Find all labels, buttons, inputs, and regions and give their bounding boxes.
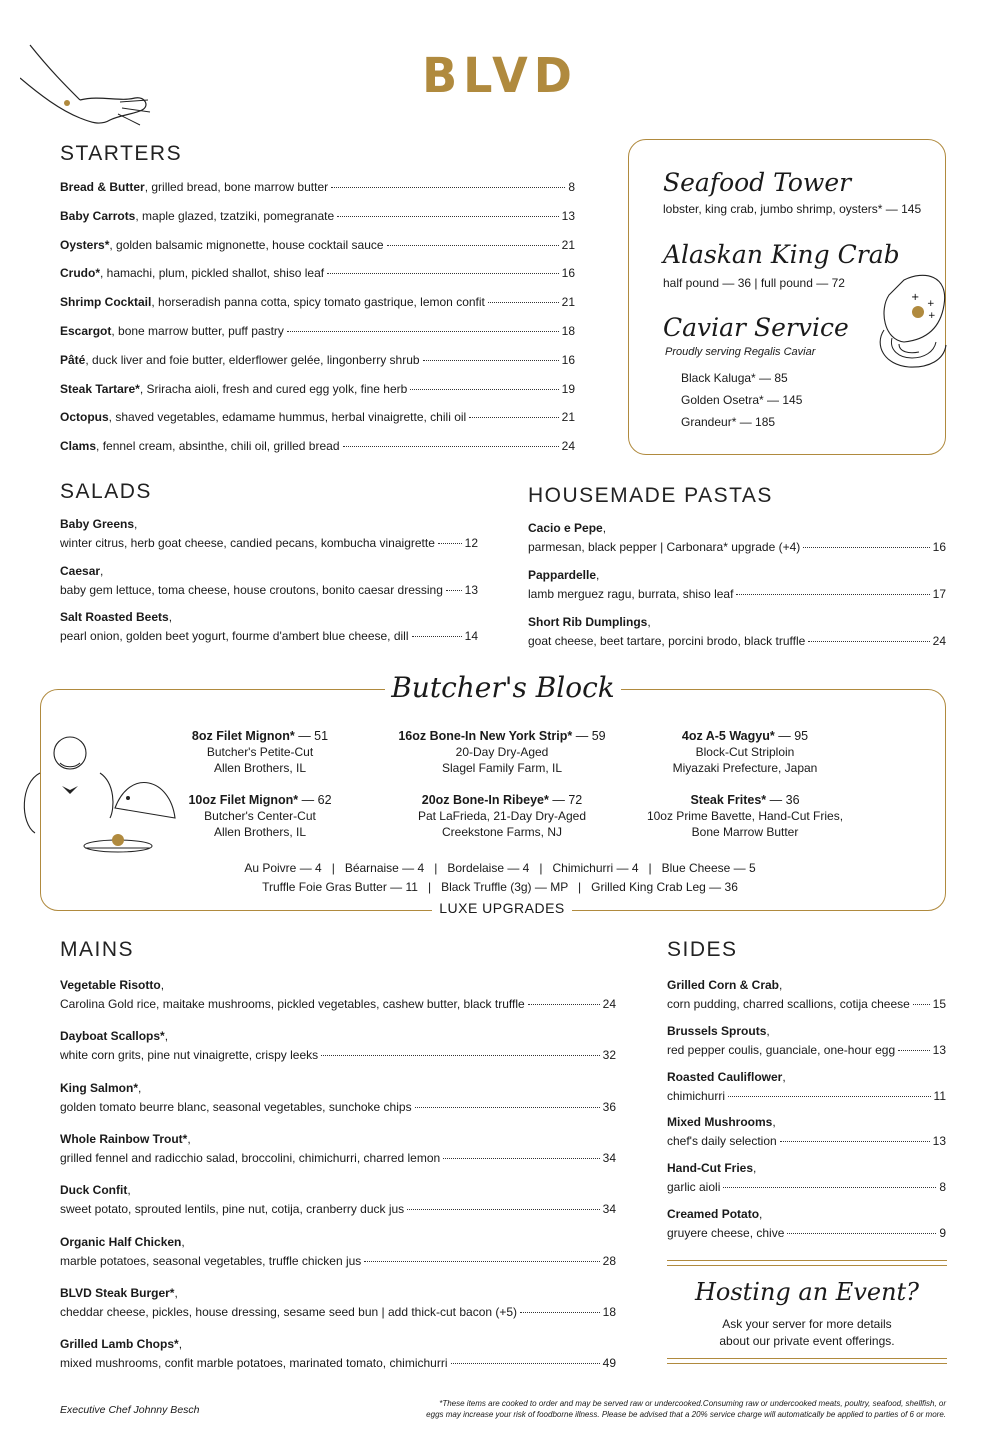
comma: , <box>160 978 165 992</box>
item-desc: chef's daily selection <box>667 1134 777 1149</box>
comma: , <box>759 1207 763 1221</box>
item-desc: gruyere cheese, chive <box>667 1226 785 1240</box>
steak-price: — 59 <box>575 729 606 743</box>
item-price: 21 <box>561 410 575 425</box>
item-name: Clams <box>60 439 97 454</box>
mains-title: MAINS <box>60 938 135 961</box>
sides-item-desc-row <box>667 1134 946 1148</box>
mains-item-name <box>60 1132 191 1146</box>
steak-item <box>382 792 622 840</box>
dot-leader <box>331 187 565 188</box>
item-price: 34 <box>602 1202 616 1217</box>
mains-item-desc-row <box>60 1305 616 1319</box>
steak-heading <box>140 792 380 808</box>
comma: , <box>187 1131 191 1146</box>
sides-item-name <box>667 978 782 992</box>
item-name: Baby Carrots <box>60 208 136 223</box>
mains-item-name <box>60 978 164 992</box>
item-price: 12 <box>464 536 478 550</box>
item-name: Crudo* <box>60 266 100 281</box>
steak-line-2: Bone Marrow Butter <box>691 825 799 839</box>
footer-note-line-1: *These items are cooked to order and may be served raw or undercooked.Consuming raw or undercooked meats, poultry, seafood, shellfish, or <box>439 1399 946 1408</box>
dot-leader <box>410 389 558 390</box>
sides-item-desc-row <box>667 997 946 1011</box>
item-desc: grilled fennel and radicchio salad, broccolini, chimichurri, charred lemon <box>60 1150 441 1165</box>
sides-item-desc-row <box>667 1180 946 1194</box>
executive-chef: Executive Chef Johnny Besch <box>60 1404 200 1416</box>
item-name: Brussels Sprouts <box>667 1023 767 1038</box>
caviar-item: Golden Osetra* — 145 <box>681 393 803 407</box>
salads-item-desc-row <box>60 536 478 550</box>
item-desc: white corn grits, pine nut vinaigrette, crispy leeks <box>60 1048 319 1063</box>
steak-heading <box>382 728 622 744</box>
dot-leader <box>803 547 929 548</box>
comma: , <box>779 978 783 992</box>
comma: , <box>602 521 607 535</box>
dot-leader <box>415 1107 600 1108</box>
item-desc: , duck liver and foie butter, elderflower gelée, lingonberry shrub <box>85 352 420 367</box>
item-name: Creamed Potato <box>667 1207 760 1221</box>
sides-item-name <box>667 1115 776 1129</box>
mains-item-desc-row <box>60 1254 616 1268</box>
sides-item-name <box>667 1207 762 1221</box>
dot-leader <box>520 1312 600 1313</box>
event-line-1: Ask your server for more details <box>722 1317 892 1331</box>
item-desc: pearl onion, golden beet yogurt, fourme d'ambert blue cheese, dill <box>60 629 409 643</box>
starters-title: STARTERS <box>60 142 183 165</box>
item-name: Salt Roasted Beets <box>60 610 169 624</box>
dot-leader <box>364 1261 599 1262</box>
item-name: Pappardelle <box>528 568 597 582</box>
item-name: Shrimp Cocktail <box>60 295 152 310</box>
item-price: 24 <box>561 439 575 454</box>
pastas-item-desc-row <box>528 634 946 648</box>
divider <box>667 1260 947 1266</box>
comma: , <box>100 563 104 578</box>
item-desc: mixed mushrooms, confit marble potatoes, marinated tomato, chimichurri <box>60 1356 448 1371</box>
item-price: 8 <box>939 1180 946 1195</box>
dot-leader <box>446 590 462 591</box>
comma: , <box>164 1029 169 1044</box>
item-name: Steak Tartare* <box>60 381 140 396</box>
item-name: Octopus <box>60 410 109 425</box>
comma: , <box>127 1183 131 1198</box>
oyster-illustration-icon <box>874 270 954 380</box>
mains-item-desc-row <box>60 1100 616 1114</box>
caviar-item: Black Kaluga* — 85 <box>681 371 788 385</box>
luxe-upgrades-title: LUXE UPGRADES <box>432 900 572 916</box>
item-price: 21 <box>561 237 575 252</box>
dot-leader <box>337 216 559 217</box>
item-name: Bread & Butter <box>60 180 145 194</box>
item-price: 32 <box>602 1048 616 1063</box>
steak-item <box>140 728 380 776</box>
svg-text:+: + <box>927 299 935 309</box>
dot-leader <box>528 1004 600 1005</box>
starter-item <box>60 382 575 396</box>
steak-name: 8oz Filet Mignon* <box>191 729 295 743</box>
sides-item-name <box>667 1024 770 1038</box>
item-desc: Carolina Gold rice, maitake mushrooms, pickled vegetables, cashew butter, black truffle <box>60 997 525 1011</box>
dot-leader <box>780 1141 930 1142</box>
steak-item <box>625 792 865 840</box>
steak-line-2: Creekstone Farms, NJ <box>441 825 563 839</box>
salads-item-name <box>60 564 103 578</box>
item-desc: baby gem lettuce, toma cheese, house croutons, bonito caesar dressing <box>60 582 443 597</box>
sides-title: SIDES <box>667 938 738 961</box>
mains-item-desc-row <box>60 1202 616 1216</box>
mains-item-name <box>60 1235 185 1249</box>
item-desc: garlic aioli <box>667 1180 721 1195</box>
dot-leader <box>387 245 559 246</box>
item-desc: marble potatoes, seasonal vegetables, truffle chicken jus <box>60 1253 362 1268</box>
item-desc: , bone marrow butter, puff pastry <box>111 324 284 338</box>
item-desc: cheddar cheese, pickles, house dressing, sesame seed bun | add thick-cut bacon (+5) <box>60 1304 518 1319</box>
sides-item-name <box>667 1161 756 1175</box>
upgrades-line-1: Au Poivre — 4 | Béarnaise — 4 | Bordelaise — 4 | Chimichurri — 4 | Blue Cheese — 5 <box>244 861 756 875</box>
item-name: Hand-Cut Fries <box>667 1161 754 1176</box>
salads-item-desc-row <box>60 629 478 643</box>
dot-leader <box>321 1055 600 1056</box>
event-title: Hosting an Event? <box>694 1278 920 1306</box>
steak-line-2: Slagel Family Farm, IL <box>441 761 563 775</box>
item-price: 8 <box>568 180 575 194</box>
comma: , <box>772 1115 776 1130</box>
dot-leader <box>469 417 558 418</box>
item-name: BLVD Steak Burger* <box>60 1285 175 1300</box>
item-desc: winter citrus, herb goat cheese, candied pecans, kombucha vinaigrette <box>60 536 435 550</box>
upgrades-line-2: Truffle Foie Gras Butter — 11 | Black Truffle (3g) — MP | Grilled King Crab Leg — 36 <box>262 880 738 894</box>
steak-line-1: Butcher's Center-Cut <box>204 809 316 823</box>
comma: , <box>766 1023 770 1038</box>
comma: , <box>174 1285 178 1300</box>
item-price: 13 <box>464 582 478 597</box>
pastas-item-name <box>528 568 599 582</box>
steak-line-2: Allen Brothers, IL <box>213 761 307 775</box>
comma: , <box>138 1080 142 1095</box>
item-price: 9 <box>939 1226 946 1240</box>
item-price: 17 <box>932 587 946 601</box>
comma: , <box>168 610 173 624</box>
steak-item <box>625 728 865 776</box>
comma: , <box>753 1161 757 1176</box>
item-name: Grilled Corn & Crab <box>667 978 780 992</box>
item-name: Pâté <box>60 352 86 367</box>
item-desc: , grilled bread, bone marrow butter <box>144 180 329 194</box>
pastas-title: HOUSEMADE PASTAS <box>528 484 773 507</box>
dot-leader <box>913 1004 930 1005</box>
steak-item <box>382 728 622 776</box>
steak-name: 20oz Bone-In Ribeye* <box>421 793 549 807</box>
pastas-item-desc-row <box>528 587 946 601</box>
item-name: Caesar <box>60 563 101 578</box>
dot-leader <box>736 594 929 595</box>
steak-line-1: 10oz Prime Bavette, Hand-Cut Fries, <box>646 809 844 823</box>
item-price: 16 <box>561 352 575 367</box>
sides-item-desc-row <box>667 1226 946 1240</box>
dot-leader <box>407 1209 599 1210</box>
starter-item <box>60 324 575 338</box>
sides-item-desc-row <box>667 1043 946 1057</box>
footer-note <box>330 1398 946 1420</box>
item-price: 34 <box>602 1150 616 1165</box>
dot-leader <box>443 1158 599 1159</box>
item-price: 13 <box>932 1134 946 1149</box>
svg-text:+: + <box>911 292 920 303</box>
item-price: 24 <box>932 634 946 648</box>
item-desc: , hamachi, plum, pickled shallot, shiso leaf <box>100 266 325 281</box>
item-name: Short Rib Dumplings <box>528 615 648 629</box>
dot-leader <box>423 360 559 361</box>
steak-line-1: Block-Cut Striploin <box>695 745 795 759</box>
item-price: 18 <box>561 324 575 338</box>
dot-leader <box>438 543 462 544</box>
caviar-item: Grandeur* — 185 <box>681 415 776 429</box>
pastas-item-name <box>528 615 651 629</box>
mains-item-desc-row <box>60 1048 616 1062</box>
item-desc: sweet potato, sprouted lentils, pine nut, cotija, cranberry duck jus <box>60 1202 405 1217</box>
starter-item <box>60 238 575 252</box>
starter-item <box>60 439 575 453</box>
starter-item <box>60 410 575 424</box>
item-name: King Salmon* <box>60 1080 139 1095</box>
item-desc: goat cheese, beet tartare, porcini brodo, black truffle <box>528 634 806 648</box>
comma: , <box>134 517 138 531</box>
mains-item-desc-row <box>60 1356 616 1370</box>
item-desc: parmesan, black pepper | Carbonara* upgrade (+4) <box>528 540 801 554</box>
raw-bar-panel <box>628 139 946 455</box>
brand-logo: BLVD <box>422 46 578 104</box>
sides-item-name <box>667 1070 786 1084</box>
item-name: Duck Confit <box>60 1183 128 1198</box>
dot-leader <box>728 1096 931 1097</box>
item-name: Whole Rainbow Trout* <box>60 1131 188 1146</box>
seafood-tower-desc: lobster, king crab, jumbo shrimp, oysters* — 145 <box>663 202 922 216</box>
comma: , <box>647 615 651 629</box>
steak-heading <box>382 792 622 808</box>
mains-item-name <box>60 1081 141 1095</box>
dot-leader <box>343 446 559 447</box>
item-price: 18 <box>602 1304 616 1319</box>
steak-line-1: 20-Day Dry-Aged <box>455 745 549 759</box>
dot-leader <box>287 331 559 332</box>
event-line-2: about our private event offerings. <box>719 1334 895 1348</box>
item-desc: , Sriracha aioli, fresh and cured egg yolk, fine herb <box>139 381 408 396</box>
dot-leader <box>787 1233 936 1234</box>
item-desc: , golden balsamic mignonette, house cocktail sauce <box>109 237 384 252</box>
mains-item-desc-row <box>60 1151 616 1165</box>
item-price: 13 <box>561 208 575 223</box>
mains-item-name <box>60 1029 168 1043</box>
item-price: 15 <box>932 997 946 1011</box>
salads-item-desc-row <box>60 583 478 597</box>
steak-name: 16oz Bone-In New York Strip* <box>398 729 573 743</box>
item-price: 28 <box>602 1253 616 1268</box>
item-price: 16 <box>932 540 946 554</box>
steak-line-2: Miyazaki Prefecture, Japan <box>672 761 818 775</box>
item-desc: , maple glazed, tzatziki, pomegranate <box>135 208 335 223</box>
item-name: Oysters* <box>60 237 110 252</box>
mains-item-desc-row <box>60 997 616 1011</box>
item-name: Mixed Mushrooms <box>667 1115 773 1130</box>
steak-line-1: Pat LaFrieda, 21-Day Dry-Aged <box>417 809 587 823</box>
king-crab-title: Alaskan King Crab <box>663 240 900 269</box>
dot-leader <box>898 1050 929 1051</box>
steak-price: — 95 <box>778 729 809 743</box>
steak-name: Steak Frites* <box>690 793 767 807</box>
steak-name: 4oz A-5 Wagyu* <box>681 729 775 743</box>
item-desc: corn pudding, charred scallions, cotija cheese <box>667 997 910 1011</box>
item-name: Vegetable Risotto <box>60 978 161 992</box>
item-desc: , horseradish panna cotta, spicy tomato gastrique, lemon confit <box>151 295 485 310</box>
item-name: Roasted Cauliflower <box>667 1069 783 1084</box>
king-crab-desc: half pound — 36 | full pound — 72 <box>663 276 845 290</box>
steak-line-2: Allen Brothers, IL <box>213 825 307 839</box>
steak-item <box>140 792 380 840</box>
dot-leader <box>808 641 929 642</box>
starter-item <box>60 209 575 223</box>
item-desc: , fennel cream, absinthe, chili oil, grilled bread <box>96 439 340 454</box>
item-name: Organic Half Chicken <box>60 1234 182 1249</box>
item-price: 16 <box>561 266 575 281</box>
steak-price: — 51 <box>298 729 329 743</box>
steak-heading <box>140 728 380 744</box>
mains-item-name <box>60 1183 131 1197</box>
starter-item <box>60 266 575 280</box>
pastas-item-name <box>528 521 606 535</box>
sides-item-desc-row <box>667 1089 946 1103</box>
seafood-tower-title: Seafood Tower <box>663 168 852 197</box>
item-name: Grilled Lamb Chops* <box>60 1337 179 1352</box>
dot-leader <box>327 273 559 274</box>
comma: , <box>596 568 600 582</box>
steak-heading <box>625 792 865 808</box>
dot-leader <box>451 1363 600 1364</box>
pastas-item-desc-row <box>528 540 946 554</box>
item-desc: red pepper coulis, guanciale, one-hour egg <box>667 1042 896 1057</box>
svg-text:+: + <box>928 311 936 321</box>
steak-price: — 62 <box>301 793 332 807</box>
salads-title: SALADS <box>60 480 152 503</box>
steak-price: — 36 <box>769 793 800 807</box>
steak-line-1: Butcher's Petite-Cut <box>206 745 314 759</box>
footer-note-line-2: eggs may increase your risk of foodborne illness. Please be advised that a 20% service charge will automatically be applied to parties of 6 or more. <box>426 1410 946 1419</box>
mains-item-name <box>60 1286 178 1300</box>
item-desc: chimichurri <box>667 1088 726 1103</box>
starter-item <box>60 353 575 367</box>
item-name: Baby Greens <box>60 517 135 531</box>
steak-price: — 72 <box>552 793 583 807</box>
item-price: 36 <box>602 1099 616 1114</box>
starter-item <box>60 180 575 194</box>
steak-name: 10oz Filet Mignon* <box>188 793 299 807</box>
item-price: 11 <box>933 1088 946 1103</box>
comma: , <box>181 1234 185 1249</box>
butchers-block-title: Butcher's Block <box>385 671 621 704</box>
caviar-subtitle: Proudly serving Regalis Caviar <box>665 346 816 358</box>
salads-item-name <box>60 610 172 624</box>
mains-item-name <box>60 1337 182 1351</box>
item-price: 24 <box>602 997 616 1011</box>
divider <box>667 1358 947 1364</box>
steak-heading <box>625 728 865 744</box>
item-desc: golden tomato beurre blanc, seasonal vegetables, sunchoke chips <box>60 1099 412 1114</box>
item-desc: , shaved vegetables, edamame hummus, herbal vinaigrette, chili oil <box>108 410 467 425</box>
item-name: Dayboat Scallops* <box>60 1029 165 1044</box>
item-name: Escargot <box>60 324 112 338</box>
item-price: 21 <box>561 295 575 310</box>
item-desc: lamb merguez ragu, burrata, shiso leaf <box>528 587 734 601</box>
item-price: 49 <box>602 1356 616 1371</box>
caviar-title: Caviar Service <box>663 313 849 342</box>
item-name: Cacio e Pepe <box>528 521 603 535</box>
starter-item <box>60 295 575 309</box>
dot-leader <box>412 636 462 637</box>
item-price: 19 <box>561 381 575 396</box>
salads-item-name <box>60 517 137 531</box>
comma: , <box>178 1337 183 1352</box>
item-price: 14 <box>464 629 478 643</box>
dot-leader <box>488 302 559 303</box>
dot-leader <box>723 1187 936 1188</box>
item-price: 13 <box>932 1042 946 1057</box>
comma: , <box>782 1069 786 1084</box>
